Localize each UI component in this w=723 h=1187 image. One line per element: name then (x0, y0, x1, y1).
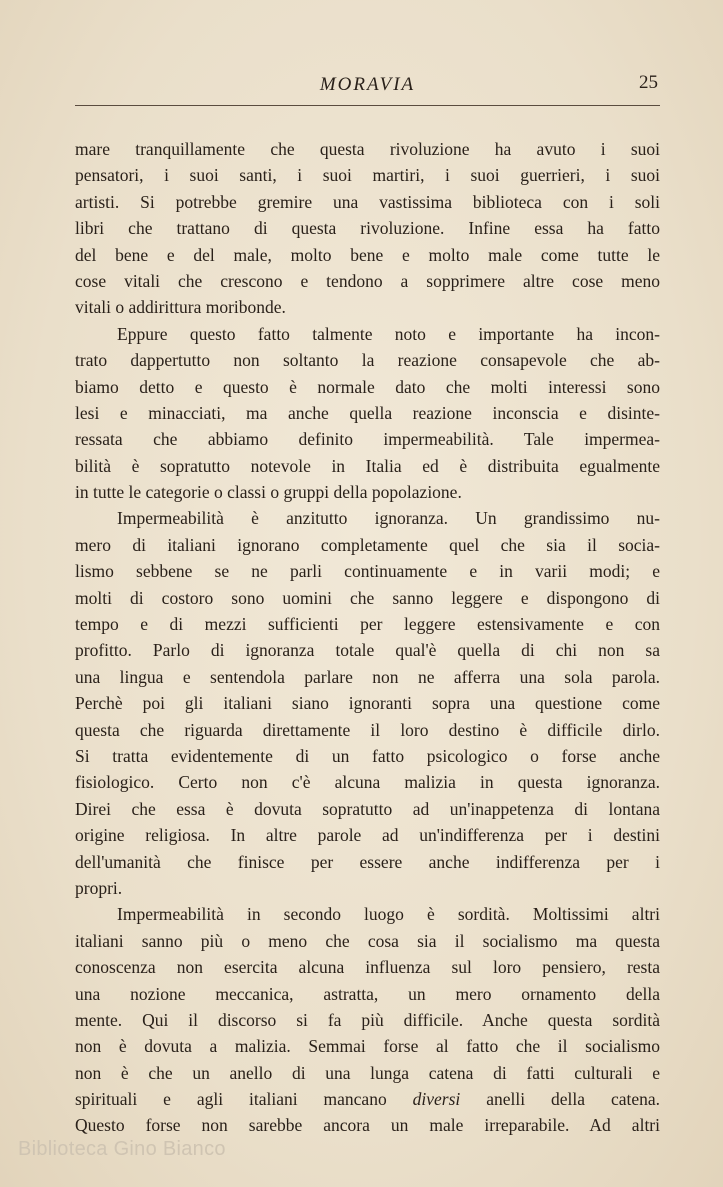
text-line: mare tranquillamente che questa rivoluzione ha avuto i suoi (75, 139, 660, 159)
text-line: in tutte le categorie o classi o gruppi della popolazione. (75, 482, 462, 503)
text-line: libri che trattano di questa rivoluzione. Infine essa ha fatto (75, 218, 660, 239)
text-line: conoscenza non esercita alcuna influenza sul loro pensiero, resta (75, 957, 660, 978)
paragraph-first-line: Impermeabilità è anzitutto ignoranza. Un grandissimo nu- (117, 508, 660, 529)
header-rule (75, 105, 660, 106)
text-line: vitali o addirittura moribonde. (75, 297, 286, 318)
text-line: propri. (75, 877, 123, 898)
text-line: Si tratta evidentemente di un fatto psicologico o forse anche (75, 745, 660, 766)
text-line: del bene e del male, molto bene e molto male come tutte le (75, 244, 660, 265)
text-line: dell'umanità che finisce per essere anche indifferenza per i (75, 851, 660, 872)
text-line: pensatori, i suoi santi, i suoi martiri, i suoi guerrieri, i suoi (75, 165, 660, 186)
italic-word: diversi (412, 1089, 461, 1110)
text-line: origine religiosa. In altre parole ad un'indifferenza per i destini (75, 825, 660, 846)
text-segment: anelli della catena. (486, 1089, 661, 1110)
library-watermark: Biblioteca Gino Bianco (18, 1138, 226, 1160)
text-line: trato dappertutto non soltanto la reazione consapevole che ab- (75, 350, 660, 371)
page-number: 25 (639, 72, 658, 93)
text-line: non è che un anello di una lunga catena di fatti culturali e (75, 1062, 660, 1083)
text-line: una nozione meccanica, astratta, un mero ornamento della (75, 983, 660, 1004)
text-line: lismo sebbene se ne parli continuamente e in varii modi; e (75, 561, 660, 582)
running-header (75, 68, 660, 98)
text-line: ressata che abbiamo definito impermeabilità. Tale impermea- (75, 429, 660, 450)
text-line-with-italic (75, 1086, 660, 1112)
text-segment: spirituali e agli italiani mancano (75, 1089, 387, 1110)
text-line: profitto. Parlo di ignoranza totale qual'è quella di chi non sa (75, 640, 660, 661)
text-line: non è dovuta a malizia. Semmai forse al fatto che il socialismo (75, 1036, 660, 1057)
text-line: mente. Qui il discorso si fa più difficile. Anche questa sordità (75, 1009, 660, 1030)
text-line: Questo forse non sarebbe ancora un male irreparabile. Ad altri (75, 1115, 660, 1136)
body-text (75, 136, 660, 1139)
running-title: MORAVIA (319, 74, 416, 95)
text-line: tempo e di mezzi sufficienti per leggere estensivamente e con (75, 614, 660, 635)
text-line: artisti. Si potrebbe gremire una vastissima biblioteca con i soli (75, 191, 660, 212)
text-line: italiani sanno più o meno che cosa sia il socialismo ma questa (75, 930, 660, 951)
text-line: biamo detto e questo è normale dato che molti interessi sono (75, 376, 660, 397)
text-line: bilità è sopratutto notevole in Italia ed è distribuita egualmente (75, 455, 660, 476)
paragraph-first-line: Impermeabilità in secondo luogo è sordità. Moltissimi altri (117, 904, 660, 925)
text-line: Perchè poi gli italiani siano ignoranti sopra una questione come (75, 693, 660, 714)
text-line: cose vitali che crescono e tendono a sopprimere altre cose meno (75, 270, 660, 291)
text-line: una lingua e sentendola parlare non ne afferra una sola parola. (75, 666, 660, 687)
text-line: fisiologico. Certo non c'è alcuna malizia in questa ignoranza. (75, 772, 660, 793)
text-line: questa che riguarda direttamente il loro destino è difficile dirlo. (75, 719, 660, 740)
text-line: molti di costoro sono uomini che sanno leggere e dispongono di (75, 587, 660, 608)
text-line: Direi che essa è dovuta sopratutto ad un'inappetenza di lontana (75, 798, 660, 819)
text-line: mero di italiani ignorano completamente quel che sia il socia- (75, 534, 660, 555)
paragraph-first-line: Eppure questo fatto talmente noto e importante ha incon- (117, 323, 660, 344)
text-line: lesi e minacciati, ma anche quella reazione inconscia e disinte- (75, 402, 660, 423)
